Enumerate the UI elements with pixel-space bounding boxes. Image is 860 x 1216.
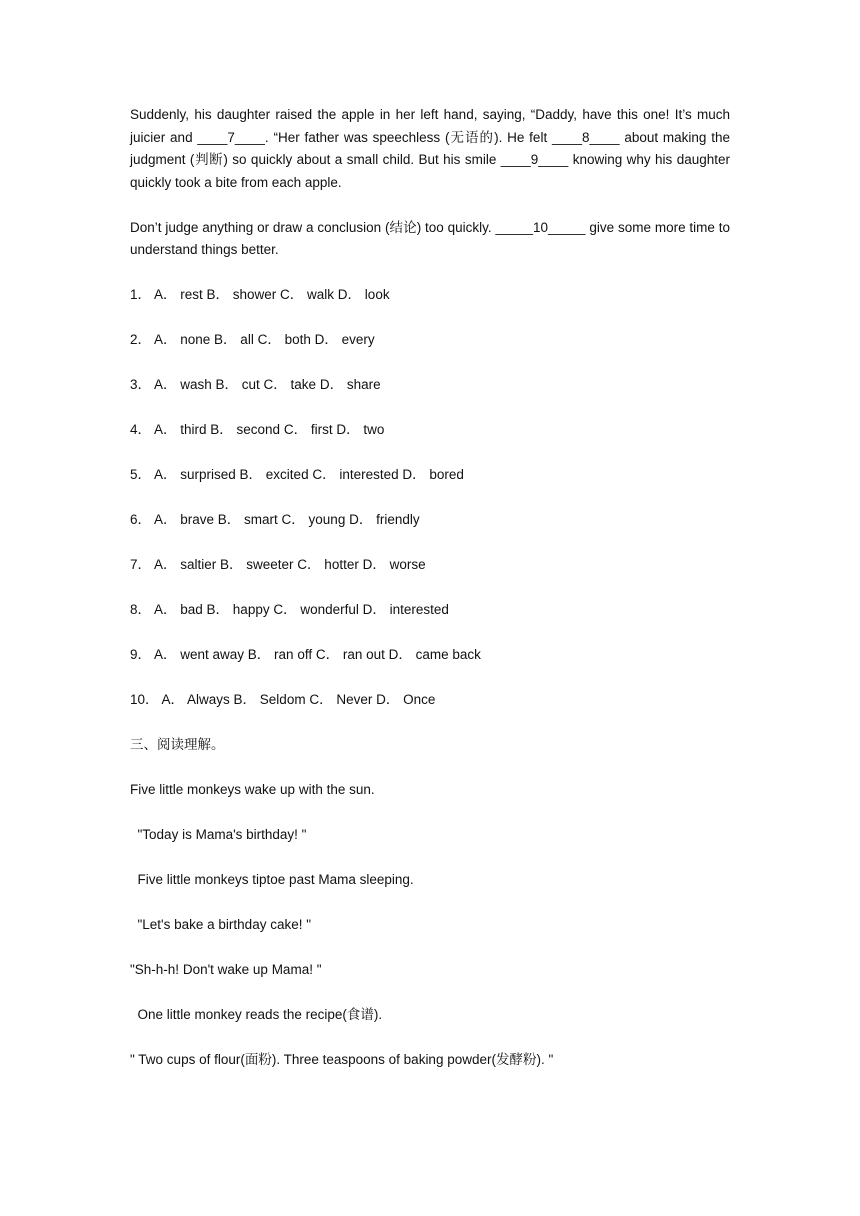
story-line-5: "Sh-h-h! Don't wake up Mama! " xyxy=(130,962,322,977)
question-item-9: 9． A． went away B． ran off C． ran out D． came back xyxy=(130,647,481,662)
question-item-7: 7． A． saltier B． sweeter C． hotter D． worse xyxy=(130,557,426,572)
story-line-4: "Let's bake a birthday cake! " xyxy=(130,917,312,932)
question-item-1: 1． A． rest B． shower C． walk D． look xyxy=(130,287,390,302)
passage-paragraph-1: Suddenly, his daughter raised the apple in her left hand, saying, “Daddy, have this one! It’s much juicier and ____7____. “Her father was speechless (无语的). He felt ____8____ about making the judgment (判断) so quickly about a small child. But his smile ____9____ knowing why his daughter quickly took a bite from each apple. xyxy=(130,107,730,190)
question-item-6: 6． A． brave B． smart C． young D． friendly xyxy=(130,512,420,527)
story-text xyxy=(130,779,730,1072)
question-item-10: 10． A． Always B． Seldom C． Never D． Once xyxy=(130,692,436,707)
story-line-2: "Today is Mama's birthday! " xyxy=(130,827,307,842)
story-line-6: One little monkey reads the recipe(食谱). xyxy=(130,1007,383,1022)
story-line-1: Five little monkeys wake up with the sun. xyxy=(130,782,375,797)
question-item-3: 3． A． wash B． cut C． take D． share xyxy=(130,377,381,392)
story-line-7: " Two cups of flour(面粉). Three teaspoons of baking powder(发酵粉). " xyxy=(130,1052,554,1067)
story-line-3: Five little monkeys tiptoe past Mama sleeping. xyxy=(130,872,414,887)
question-item-5: 5． A． surprised B． excited C． interested D． bored xyxy=(130,467,464,482)
question-item-4: 4． A． third B． second C． first D． two xyxy=(130,422,385,437)
question-item-8: 8． A． bad B． happy C． wonderful D． interested xyxy=(130,602,449,617)
question-list xyxy=(130,284,730,712)
passage-paragraph-2: Don’t judge anything or draw a conclusion (结论) too quickly. _____10_____ give some more time to understand things better. xyxy=(130,219,730,257)
section-title: 三、阅读理解。 xyxy=(130,737,225,753)
document-page xyxy=(130,104,730,1094)
question-item-2: 2． A． none B． all C． both D． every xyxy=(130,332,375,347)
